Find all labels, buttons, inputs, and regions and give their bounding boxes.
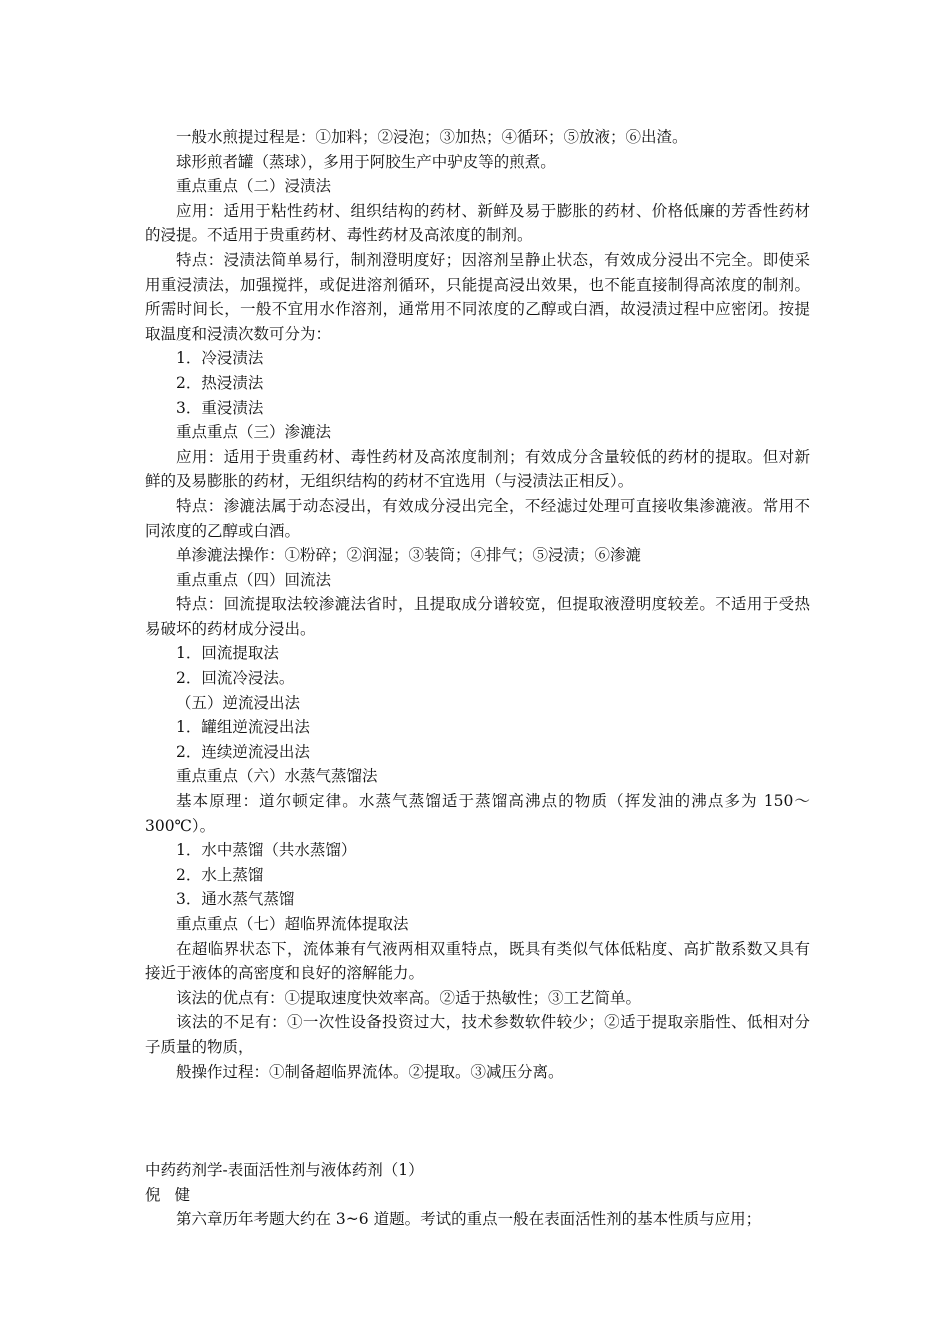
section-heading: （五）逆流浸出法 [176,693,301,712]
paragraph: 第六章历年考题大约在 3~6 道题。考试的重点一般在表面活性剂的基本性质与应用； [176,1210,762,1229]
list-item: 1．罐组逆流浸出法 [176,718,310,737]
paragraph: 该法的优点有：①提取速度快效率高。②适于热敏性；③工艺简单。 [176,988,642,1007]
section-heading: 重点重点（四）回流法 [176,570,332,589]
section-spacer [145,1084,810,1158]
paragraph: 应用：适用于粘性药材、组织结构的药材、新鲜及易于膨胀的药材、价格低廉的芳香性药材的浸提。不适用于贵重药材、毒性药材及高浓度的制剂。 [145,201,810,245]
list-item: 1．水中蒸馏（共水蒸馏） [176,841,357,860]
document-body [145,125,810,1232]
list-item: 1．回流提取法 [176,644,279,663]
article-title: 中药药剂学-表面活性剂与液体药剂（1） [145,1161,424,1180]
list-item: 2．连续逆流浸出法 [176,742,310,761]
paragraph: 特点：浸渍法简单易行，制剂澄明度好；因溶剂呈静止状态，有效成分浸出不完全。即使采用重浸渍法，加强搅拌，或促进溶剂循环，只能提高浸出效果，也不能直接制得高浓度的制剂。所需时间长，一般不宜用水作溶剂，通常用不同浓度的乙醇或白酒，故浸渍过程中应密闭。按提取温度和浸渍次数可分为： [145,250,810,343]
paragraph: 特点：渗漉法属于动态浸出，有效成分浸出完全，不经滤过处理可直接收集渗漉液。常用不同浓度的乙醇或白酒。 [145,496,810,540]
paragraph: 该法的不足有：①一次性设备投资过大，技术参数软件较少；②适于提取亲脂性、低相对分子质量的物质， [145,1013,810,1056]
paragraph: 一般水煎提过程是：①加料；②浸泡；③加热；④循环；⑤放液；⑥出渣。 [176,128,688,146]
paragraph: 特点：回流提取法较渗漉法省时，且提取成分谱较宽，但提取液澄明度较差。不适用于受热易破坏的药材成分浸出。 [145,595,810,638]
paragraph: 基本原理：道尔顿定律。水蒸气蒸馏适于蒸馏高沸点的物质（挥发油的沸点多为 150～300℃）。 [145,792,810,835]
list-item: 1．冷浸渍法 [176,349,264,368]
list-item: 2．水上蒸馏 [176,865,264,884]
article-author: 倪健 [145,1185,204,1204]
paragraph: 般操作过程：①制备超临界流体。②提取。③减压分离。 [176,1062,564,1081]
list-item: 3．通水蒸气蒸馏 [176,890,295,909]
list-item: 3．重浸渍法 [176,398,264,417]
paragraph: 应用：适用于贵重药材、毒性药材及高浓度制剂；有效成分含量较低的药材的提取。但对新鲜的及易膨胀的药材，无组织结构的药材不宜选用（与浸渍法正相反）。 [145,447,810,491]
section-heading: 重点重点（二）浸渍法 [176,177,332,196]
paragraph: 球形煎者罐（蒸球），多用于阿胶生产中驴皮等的煎煮。 [176,152,556,171]
list-item: 2．回流冷浸法。 [176,669,295,688]
paragraph: 在超临界状态下，流体兼有气液两相双重特点，既具有类似气体低粘度、高扩散系数又具有接近于液体的高密度和良好的溶解能力。 [145,939,810,983]
section-heading: 重点重点（六）水蒸气蒸馏法 [176,767,378,786]
list-item: 2．热浸渍法 [176,373,264,392]
paragraph: 单渗漉法操作：①粉碎；②润湿；③装筒；④排气；⑤浸渍；⑥渗漉 [176,546,642,565]
section-heading: 重点重点（七）超临界流体提取法 [176,915,409,933]
section-heading: 重点重点（三）渗漉法 [176,423,332,442]
